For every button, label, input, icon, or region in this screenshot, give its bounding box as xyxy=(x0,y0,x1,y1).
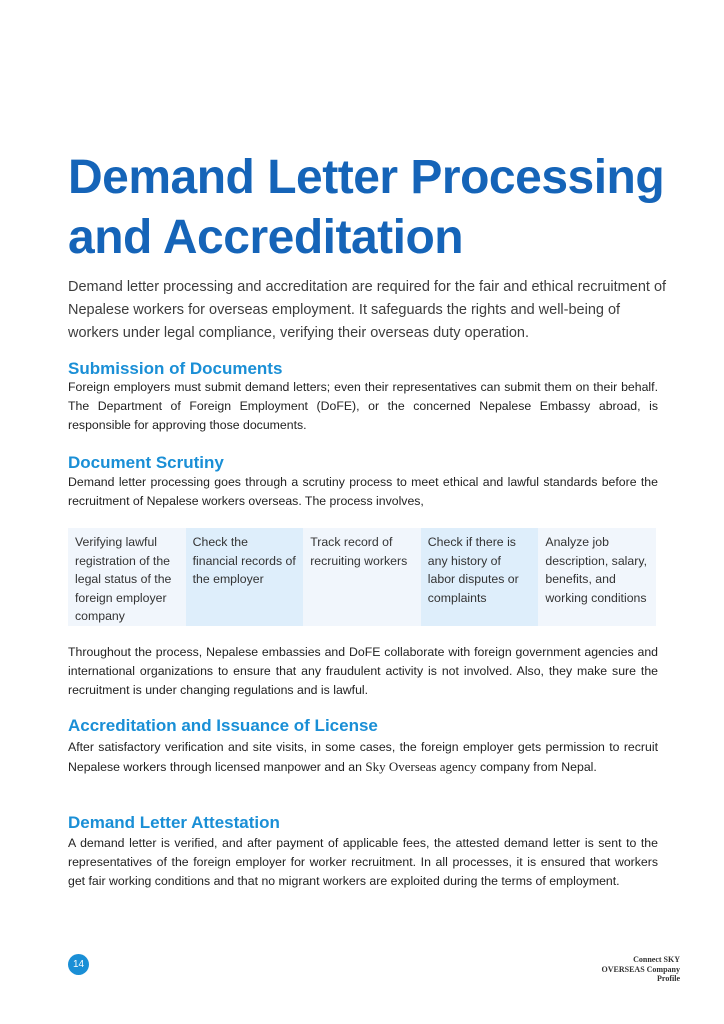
scrutiny-body: Demand letter processing goes through a scrutiny process to meet ethical and lawful standards before the recruitment of Nepalese workers overseas. The process involves, xyxy=(68,475,658,508)
accreditation-body xyxy=(68,738,658,777)
attestation-body: A demand letter is verified, and after payment of applicable fees, the attested demand letter is sent to the representatives of the foreign employer for worker recruitment. In all processes, it is ensured that workers get fair working conditions and that no migrant workers are exploited during the terms of employment. xyxy=(68,836,658,888)
accreditation-heading: Accreditation and Issuance of License xyxy=(68,716,378,735)
attestation-heading: Demand Letter Attestation xyxy=(68,813,280,832)
page-title-line-2: and Accreditation xyxy=(68,211,464,264)
scrutiny-step: Check if there is any history of labor disputes or complaints xyxy=(421,528,539,626)
submission-body: Foreign employers must submit demand letters; even their representatives can submit them on their behalf. The Department of Foreign Employment (DoFE), or the concerned Nepalese Embassy abroad, is responsible for approving those documents. xyxy=(68,380,658,432)
scrutiny-step: Check the financial records of the employer xyxy=(186,528,304,626)
footer-line-1: Connect SKY xyxy=(633,955,680,964)
footer-company-label xyxy=(540,955,680,984)
page-title-line-1: Demand Letter Processing xyxy=(68,151,665,204)
scrutiny-step: Verifying lawful registration of the legal status of the foreign employer company xyxy=(68,528,186,626)
page-title xyxy=(68,148,688,268)
agency-name: Sky Overseas agency xyxy=(365,759,477,774)
accreditation-body-part-2: company from Nepal. xyxy=(476,760,597,774)
footer-line-3: Profile xyxy=(657,974,680,983)
intro-paragraph: Demand letter processing and accreditation are required for the fair and ethical recruitment of Nepalese workers for overseas employment. It safeguards the rights and well-being of workers under legal compliance, verifying their overseas duty operation. xyxy=(68,279,667,341)
scrutiny-step: Track record of recruiting workers xyxy=(303,528,421,626)
scrutiny-heading: Document Scrutiny xyxy=(68,453,224,472)
accreditation-body-part-1: After satisfactory verification and site visits, in some cases, the foreign employer gets permission to recruit Nepalese workers through licensed manpower and an xyxy=(68,740,658,774)
page-number-badge: 14 xyxy=(68,954,89,975)
footer-line-2: OVERSEAS Company xyxy=(601,964,680,974)
scrutiny-after-paragraph: Throughout the process, Nepalese embassies and DoFE collaborate with foreign government agencies and international organizations to ensure that any fraudulent activity is not involved. Also, they make sure the recruitment is under changing regulations and is lawful. xyxy=(68,645,658,697)
scrutiny-step: Analyze job description, salary, benefits, and working conditions xyxy=(538,528,656,626)
submission-heading: Submission of Documents xyxy=(68,359,283,378)
scrutiny-steps-grid xyxy=(68,528,656,626)
